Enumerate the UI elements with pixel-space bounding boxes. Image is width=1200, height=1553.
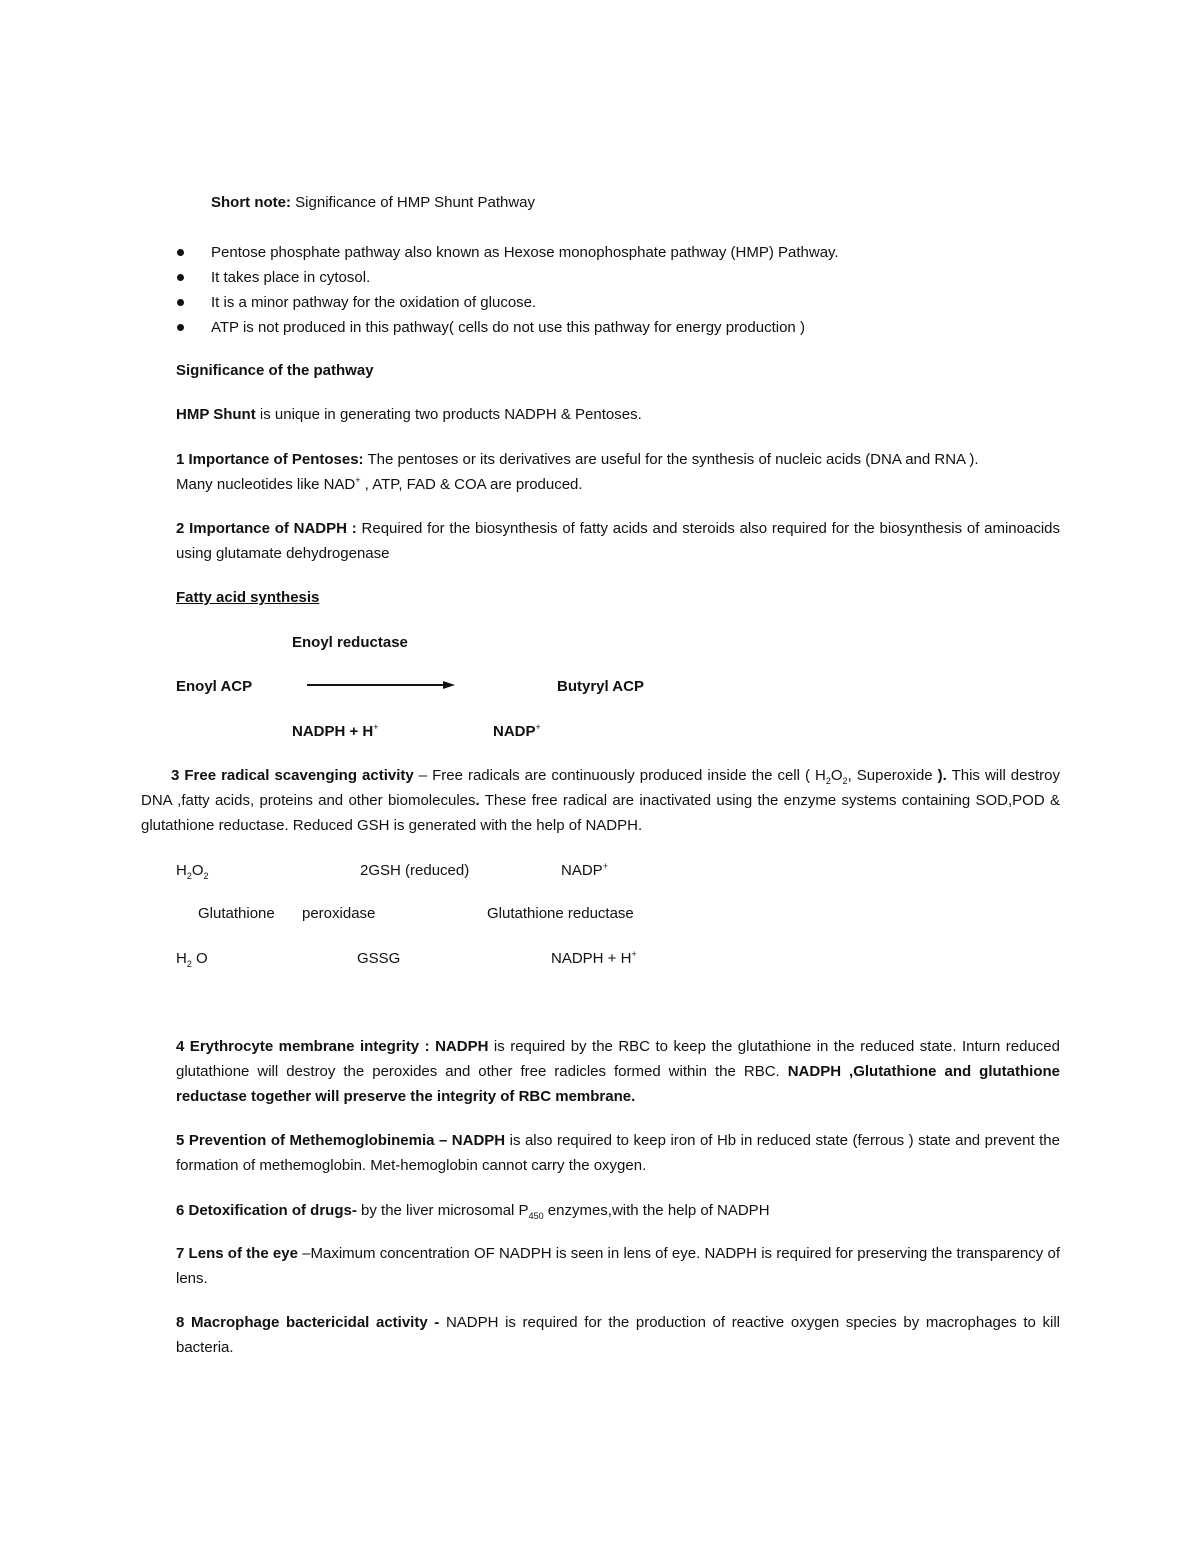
point-2-paragraph xyxy=(176,516,1060,566)
superscript: + xyxy=(602,861,608,871)
bullet-icon xyxy=(177,274,184,281)
scheme-enzyme-1b xyxy=(302,901,375,926)
point-1-text-3: , ATP, FAD & COA are produced. xyxy=(360,476,583,493)
scheme-enzyme-2 xyxy=(487,901,634,926)
point-4-text: is required by the RBC to keep the glutathione in the reduced state. Inturn reduced glutathione will destroy the peroxides and other free radicles formed within the RBC. xyxy=(176,1038,1060,1080)
scheme-text: 2GSH (reduced) xyxy=(360,862,470,879)
point-6-text: by the liver microsomal P xyxy=(356,1202,529,1219)
subscript: 2 xyxy=(186,871,192,881)
scheme-nadp xyxy=(561,858,608,883)
subscript: 2 xyxy=(842,776,848,786)
reaction-arrow-icon xyxy=(307,679,455,691)
point-3-text-b: O xyxy=(830,767,843,784)
point-4-bold-tail: NADPH ,Glutathione and glutathione reductase together will preserve the integrity of RBC membrane. xyxy=(176,1063,1060,1105)
superscript: + xyxy=(535,722,541,732)
scheme-h2o2 xyxy=(176,858,209,883)
subscript: 450 xyxy=(528,1211,544,1221)
point-3-text: – Free radicals are continuously produced inside the cell ( H xyxy=(413,767,826,784)
superscript: + xyxy=(373,722,379,732)
point-1-text-2: Many nucleotides like NAD xyxy=(176,476,356,493)
point-5-heading: 5 Prevention of Methemoglobinemia – NADPH xyxy=(176,1132,506,1149)
bullet-icon xyxy=(177,299,184,306)
scheme-enzyme-1a xyxy=(198,901,275,926)
fatty-acid-heading-text: Fatty acid synthesis xyxy=(176,589,320,606)
note-title-text: Significance of HMP Shunt Pathway xyxy=(295,194,536,211)
enzyme-label xyxy=(292,630,408,655)
scheme-text: Glutathione reductase xyxy=(487,905,634,922)
scheme-gssg xyxy=(357,946,400,971)
list-item-text: It takes place in cytosol. xyxy=(211,269,371,286)
intro-text: is unique in generating two products NADPH & Pentoses. xyxy=(255,406,642,423)
list-item-text: It is a minor pathway for the oxidation of glucose. xyxy=(211,294,537,311)
section-heading xyxy=(176,358,374,383)
superscript: + xyxy=(355,475,361,485)
scheme-text: NADPH + H xyxy=(551,950,632,967)
point-6-heading: 6 Detoxification of drugs- xyxy=(176,1202,357,1219)
point-3-bold: ). xyxy=(937,767,947,784)
point-7-paragraph xyxy=(176,1241,1060,1291)
cofactor-in-label xyxy=(292,719,379,744)
point-1-paragraph xyxy=(176,447,1060,497)
scheme-text: Glutathione xyxy=(198,905,275,922)
point-7-heading: 7 Lens of the eye xyxy=(176,1245,298,1262)
point-8-text: NADPH is required for the production of reactive oxygen species by macrophages to kill bacteria. xyxy=(176,1314,1060,1356)
point-3-text-d: This will destroy DNA ,fatty acids, proteins and other biomolecules xyxy=(141,767,1061,809)
fatty-acid-heading xyxy=(176,585,319,610)
point-3-bold-dot: . xyxy=(475,792,480,809)
product-label xyxy=(557,674,644,699)
point-2-heading: 2 Importance of NADPH : xyxy=(176,520,357,537)
bullet-icon xyxy=(177,249,184,256)
cofactor-out-text: NADP xyxy=(493,723,536,740)
intro-paragraph xyxy=(176,402,642,427)
scheme-h2o xyxy=(176,946,208,971)
bullet-icon xyxy=(177,324,184,331)
list-item xyxy=(176,265,839,290)
list-item-text: ATP is not produced in this pathway( cells do not use this pathway for energy production ) xyxy=(211,319,805,336)
point-4-paragraph xyxy=(176,1034,1060,1109)
section-heading-text: Significance of the pathway xyxy=(176,362,374,379)
note-title-label: Short note: xyxy=(211,194,291,211)
point-1-heading: 1 Importance of Pentoses: xyxy=(176,451,364,468)
list-item xyxy=(176,315,839,340)
intro-bold: HMP Shunt xyxy=(176,406,256,423)
enzyme-label-text: Enoyl reductase xyxy=(292,634,408,651)
product-label-text: Butyryl ACP xyxy=(557,678,644,695)
point-3-paragraph xyxy=(141,763,1060,838)
cofactor-out-label xyxy=(493,719,541,744)
point-5-paragraph xyxy=(176,1128,1060,1178)
subscript: 2 xyxy=(825,776,831,786)
list-item xyxy=(176,290,839,315)
point-3-text-c: , Superoxide xyxy=(847,767,938,784)
scheme-text: H xyxy=(176,862,187,879)
substrate-label-text: Enoyl ACP xyxy=(176,678,253,695)
scheme-text: GSSG xyxy=(357,950,401,967)
bullet-list xyxy=(176,240,839,340)
scheme-text: peroxidase xyxy=(302,905,376,922)
list-item-text: Pentose phosphate pathway also known as Hexose monophosphate pathway (HMP) Pathway. xyxy=(211,244,839,261)
point-3-heading: 3 Free radical scavenging activity xyxy=(171,767,414,784)
subscript: 2 xyxy=(186,959,192,969)
point-4-heading: 4 Erythrocyte membrane integrity : xyxy=(176,1038,430,1055)
cofactor-in-text: NADPH + H xyxy=(292,723,374,740)
point-2-text: Required for the biosynthesis of fatty acids and steroids also required for the biosynthesis of aminoacids using glutamate dehydrogenase xyxy=(176,520,1060,562)
scheme-gsh xyxy=(360,858,469,883)
subscript: 2 xyxy=(203,871,209,881)
point-4-bold: NADPH xyxy=(429,1038,489,1055)
point-3-text-e: These free radical are inactivated using the enzyme systems containing SOD,POD & glutathione reductase. Reduced GSH is generated with the help of NADPH. xyxy=(141,792,1060,834)
substrate-label xyxy=(176,674,252,699)
scheme-nadph xyxy=(551,946,637,971)
point-6-text-b: enzymes,with the help of NADPH xyxy=(543,1202,770,1219)
scheme-text: NADP xyxy=(561,862,603,879)
scheme-text: O xyxy=(191,862,204,879)
note-title xyxy=(211,190,535,215)
point-5-text: is also required to keep iron of Hb in reduced state (ferrous ) state and prevent the formation of methemoglobin. Met-hemoglobin cannot carry the oxygen. xyxy=(176,1132,1060,1174)
list-item xyxy=(176,240,839,265)
scheme-text: H xyxy=(176,950,187,967)
scheme-text: O xyxy=(191,950,208,967)
point-8-paragraph xyxy=(176,1310,1060,1360)
point-7-text: –Maximum concentration OF NADPH is seen in lens of eye. NADPH is required for preserving the transparency of lens. xyxy=(176,1245,1060,1287)
point-1-text: The pentoses or its derivatives are useful for the synthesis of nucleic acids (DNA and RNA ). xyxy=(363,451,979,468)
point-6-paragraph xyxy=(176,1198,770,1223)
point-8-heading: 8 Macrophage bactericidal activity - xyxy=(176,1314,440,1331)
superscript: + xyxy=(631,949,637,959)
